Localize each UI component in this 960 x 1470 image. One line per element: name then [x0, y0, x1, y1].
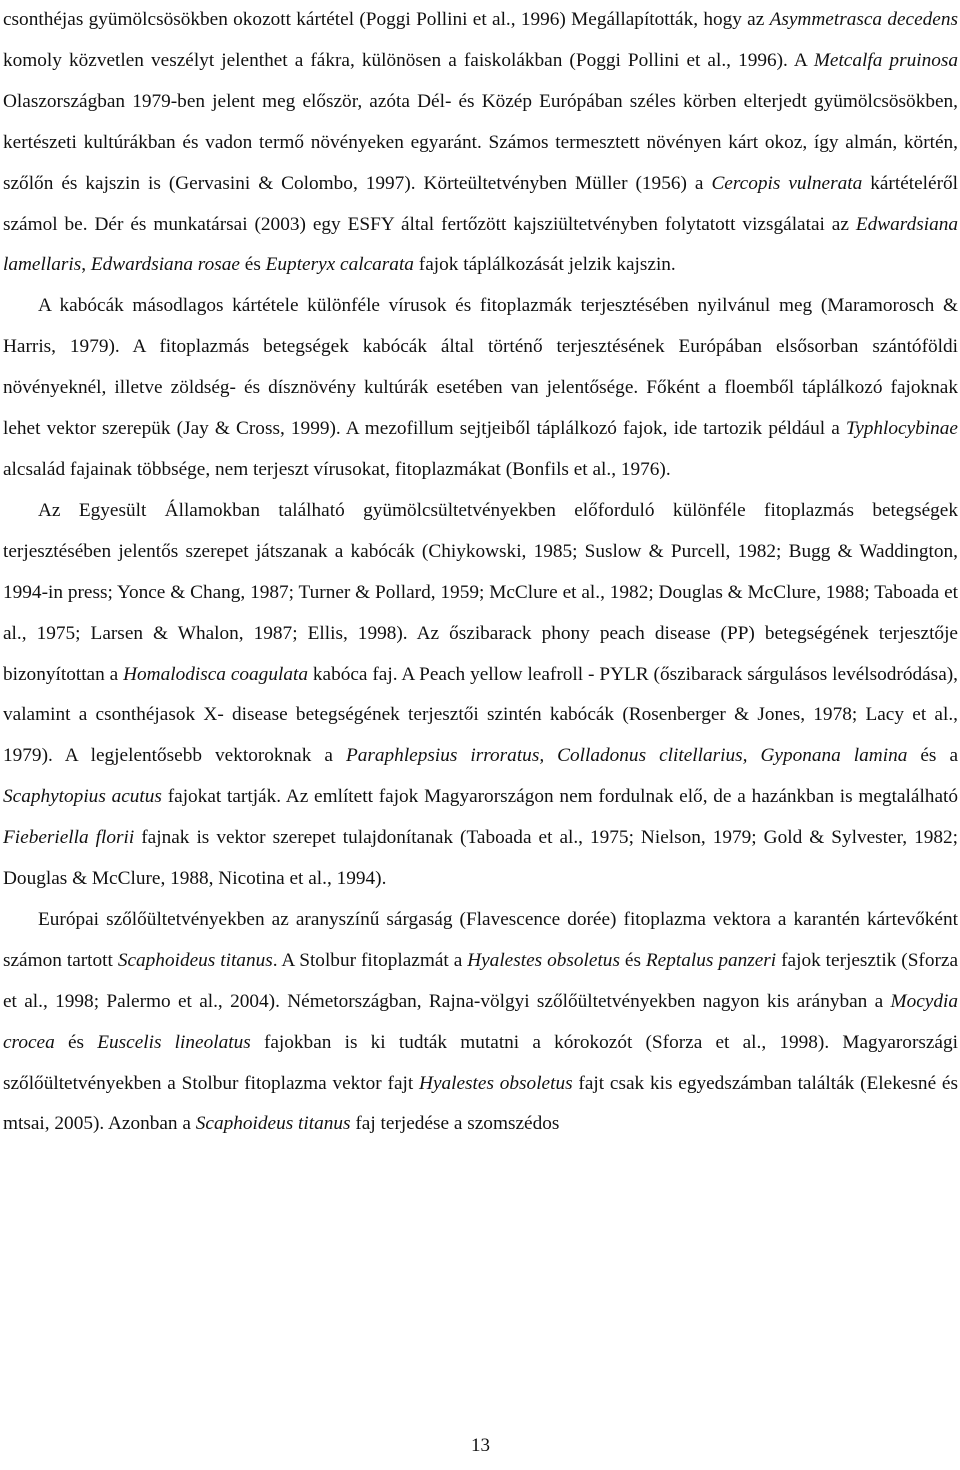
- text-run: faj terjedése a szomszédos: [350, 1113, 560, 1135]
- text-run: és: [239, 254, 266, 276]
- italic-term: Euscelis lineolatus: [97, 1031, 251, 1053]
- text-run: fajok terjesztik (Sforza et al., 1998; Palermo et al., 2004). Németországban, Rajna-völgyi szőlőültetvényekben nagyon kis arányban a: [3, 949, 959, 1012]
- paragraph: [3, 286, 958, 491]
- italic-term: Scaphytopius acutus: [3, 786, 162, 808]
- paragraph: [3, 0, 958, 286]
- italic-term: Cercopis vulnerata: [711, 172, 863, 194]
- text-run: komoly közvetlen veszélyt jelenthet a fákra, különösen a faiskolákban (Poggi Pollini et al., 1996). A: [3, 49, 814, 71]
- text-run: ,: [81, 254, 91, 276]
- text-run: kabóca faj. A Peach yellow leafroll - PYLR (őszibarack sárgulásos levélsodródása), valamint a csonthéjasok X- disease betegségének terjesztői szintén kabócák (Rosenberger & Jones, 1978; Lacy et al., 1979). A legjelentősebb vektoroknak a: [3, 663, 958, 767]
- italic-term: Edwardsiana rosae: [90, 254, 240, 276]
- text-run: kártételéről számol be. Dér és munkatársai (2003) egy ESFY által fertőzött kajsziültetvényben folytatott vizsgálatai az: [3, 172, 959, 235]
- italic-term: Hyalestes obsoletus: [419, 1072, 573, 1094]
- italic-term: Metcalfa pruinosa: [813, 49, 959, 71]
- italic-term: Mocydia crocea: [3, 990, 958, 1053]
- text-run: fajok táplálkozását jelzik kajszin.: [413, 254, 676, 276]
- italic-term: Eupteryx calcarata: [265, 254, 414, 276]
- text-run: Olaszországban 1979-ben jelent meg először, azóta Dél- és Közép Európában széles körben elterjedt gyümölcsösökben, kertészeti kultúrákban és vadon termő növényeken egyaránt. Számos termesztett növényen kárt okoz, így almán, körtén, szőlőn és kajszin is (Gervasini & Colombo, 1997). Körteültetvényben Müller (1956) a: [3, 90, 958, 194]
- text-run: fajokban is ki tudták mutatni a kórokozót (Sforza et al., 1998). Magyarországi szőlőültetvényekben a Stolbur fitoplazma vektor fajt: [3, 1031, 958, 1094]
- italic-term: Reptalus panzeri: [645, 949, 777, 971]
- text-run: csonthéjas gyümölcsösökben okozott kártétel (Poggi Pollini et al., 1996) Megállapították, hogy az: [3, 9, 770, 30]
- text-run: A kabócák másodlagos kártétele különféle vírusok és fitoplazmák terjesztésében nyilvánul meg (Maramorosch & Harris, 1979). A fitoplazmás betegségek kabócák által történő terjesztésének Európában elsősorban szántóföldi növényeknél, illetve zöldség- és dísznövény kultúrák esetében van jelentősége. Főként a floemből táplálkozó fajoknak lehet vektor szerepük (Jay & Cross, 1999). A mezofillum sejtjeiből táplálkozó fajok, ide tartozik például a: [3, 295, 958, 440]
- italic-term: Homalodisca coagulata: [123, 663, 308, 685]
- text-run: . A Stolbur fitoplazmát a: [272, 949, 468, 971]
- italic-term: Hyalestes obsoletus: [467, 949, 620, 971]
- text-run: fajnak is vektor szerepet tulajdonítanak (Taboada et al., 1975; Nielson, 1979; Gold & Sylvester, 1982; Douglas & McClure, 1988, Nicotina et al., 1994).: [3, 827, 958, 890]
- body-text: [3, 0, 958, 1145]
- text-run: és: [619, 949, 646, 971]
- text-run: fajt csak kis egyedszámban találták (Elekesné és mtsai, 2005). Azonban a: [3, 1072, 958, 1135]
- italic-term: Fieberiella florii: [3, 827, 135, 849]
- italic-term: Paraphlepsius irroratus, Colladonus clitellarius, Gyponana lamina: [345, 745, 908, 767]
- italic-term: Asymmetrasca decedens: [769, 9, 958, 30]
- document-page: [3, 0, 958, 1470]
- text-run: és a: [907, 745, 958, 767]
- page-number: 13: [471, 1435, 490, 1456]
- italic-term: Edwardsiana lamellaris: [3, 213, 958, 276]
- text-run: alcsalád fajainak többsége, nem terjeszt vírusokat, fitoplazmákat (Bonfils et al., 1976).: [3, 458, 671, 480]
- paragraph: [3, 491, 958, 900]
- italic-term: Typhlocybinae: [845, 418, 958, 440]
- text-run: és: [54, 1031, 98, 1053]
- paragraph: [3, 900, 958, 1145]
- italic-term: Scaphoideus titanus: [117, 949, 273, 971]
- italic-term: Scaphoideus titanus: [195, 1113, 351, 1135]
- text-run: fajokat tartják. Az említett fajok Magyarországon nem fordulnak elő, de a hazánkban is megtalálható: [161, 786, 958, 808]
- text-run: Európai szőlőültetvényekben az aranyszínű sárgaság (Flavescence dorée) fitoplazma vektora a karantén kártevőként számon tartott: [3, 908, 958, 971]
- text-run: Az Egyesült Államokban található gyümölcsültetvényekben előforduló különféle fitoplazmás betegségek terjesztésében jelentős szerepet játszanak a kabócák (Chiykowski, 1985; Suslow & Purcell, 1982; Bugg & Waddington, 1994-in press; Yonce & Chang, 1987; Turner & Pollard, 1959; McClure et al., 1982; Douglas & McClure, 1988; Taboada et al., 1975; Larsen & Whalon, 1987; Ellis, 1998). Az őszibarack phony peach disease (PP) betegségének terjesztője bizonyítottan a: [3, 499, 958, 685]
